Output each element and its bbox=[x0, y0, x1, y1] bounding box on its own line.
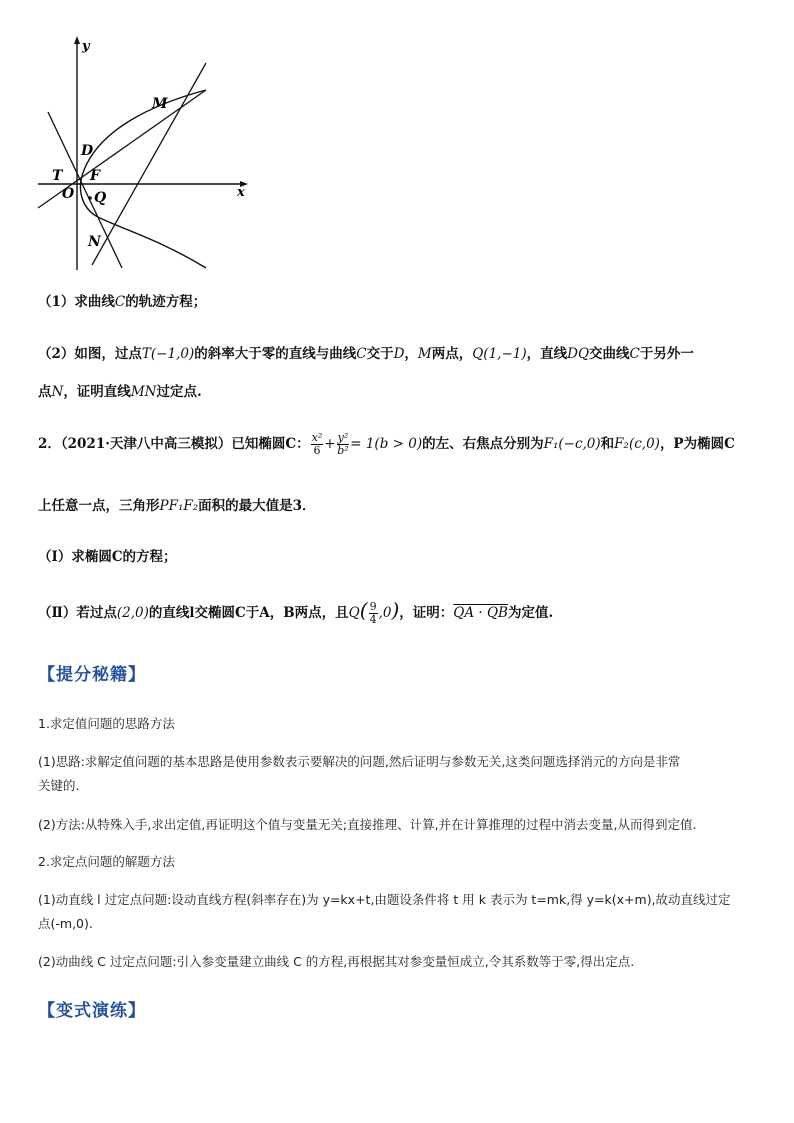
tip-2a: (1)思路:求解定值问题的基本思路是使用参数表示要解决的问题,然后证明与参数无关,这类问题选择消元的方向是非常 bbox=[38, 754, 681, 769]
line-MN bbox=[92, 63, 206, 265]
tip-5b: 点(-m,0). bbox=[38, 916, 93, 931]
math-expr: (2,0) bbox=[116, 605, 149, 621]
text: （1）求曲线 bbox=[38, 294, 115, 310]
math-var: T(−1,0) bbox=[141, 346, 195, 362]
numerator: y² bbox=[337, 431, 349, 444]
math-expr: F₂(c,0) bbox=[614, 436, 660, 452]
math-var: N bbox=[51, 384, 64, 400]
tip-5a: (1)动直线 l 过定点问题:设动直线方程(斜率存在)为 y=kx+t,由题设条件将 t 用 k 表示为 t=mk,得 y=k(x+m),故动直线过定 bbox=[38, 892, 731, 907]
text: 交于 bbox=[366, 346, 394, 362]
tip-6: (2)动曲线 C 过定点问题:引入参变量建立曲线 C 的方程,再根据其对参变量恒成立,令其系数等于零,得出定点. bbox=[38, 954, 635, 969]
numerator: x² bbox=[311, 431, 323, 444]
fraction-y2-b2 bbox=[337, 432, 350, 457]
problem2-partI bbox=[38, 545, 177, 565]
label-M: M bbox=[152, 96, 168, 112]
label-F: F bbox=[90, 168, 100, 184]
text: 面积的最大值是3． bbox=[198, 498, 316, 514]
text: 的轨迹方程； bbox=[125, 294, 207, 310]
label-T: T bbox=[52, 168, 63, 184]
math-var: C bbox=[114, 294, 126, 310]
label-x: x bbox=[237, 185, 245, 200]
text: 为定值. bbox=[507, 605, 554, 621]
problem2-partII: （Ⅱ）若过点(2,0)的直线l交椭圆C于A，B两点，且Q( $\frac{9}{4}$ ,0)，证明：QA · QB为定值. bbox=[38, 598, 554, 626]
text: 上任意一点，三角形 bbox=[38, 498, 160, 514]
label-y: y bbox=[82, 39, 90, 54]
text: ，直线 bbox=[526, 346, 568, 362]
math-op: + bbox=[324, 436, 336, 452]
tip-4: 2.求定点问题的解题方法 bbox=[38, 854, 175, 869]
vector-expr: QA · QB bbox=[453, 605, 508, 621]
numerator: 9 bbox=[369, 600, 377, 613]
section-heading-tips: 【提分秘籍】 bbox=[38, 665, 146, 685]
parabola-figure bbox=[30, 30, 260, 275]
text: ，证明： bbox=[399, 605, 454, 621]
math-expr: ,0 bbox=[378, 605, 392, 621]
text: ，证明直线 bbox=[63, 384, 131, 400]
text: ，P为椭圆C bbox=[659, 436, 735, 452]
text: 的斜率大于零的直线与曲线 bbox=[194, 346, 357, 362]
text: 于另外一 bbox=[639, 346, 694, 362]
text: ， bbox=[404, 346, 418, 362]
text: 交曲线 bbox=[589, 346, 630, 362]
line-DQ bbox=[48, 112, 122, 268]
math-var: C bbox=[629, 346, 640, 362]
text: 点 bbox=[38, 384, 52, 400]
math-var: Q bbox=[348, 605, 360, 621]
problem1-part2-line1 bbox=[38, 342, 694, 362]
text: 的左、右焦点分别为 bbox=[422, 436, 544, 452]
problem1-part2-line2 bbox=[38, 380, 202, 400]
label-N: N bbox=[88, 234, 101, 250]
fraction-9-4 bbox=[369, 601, 378, 626]
text: 过定点. bbox=[156, 384, 202, 400]
math-expr: = 1(b > 0) bbox=[350, 436, 423, 452]
math-var: M bbox=[417, 346, 432, 362]
math-var: MN bbox=[130, 384, 157, 400]
fraction-x2-6 bbox=[311, 432, 324, 457]
text: C： bbox=[285, 436, 310, 452]
text: 和 bbox=[600, 436, 615, 452]
point-Q bbox=[88, 196, 92, 200]
problem2-line2 bbox=[38, 494, 316, 514]
tip-2b: 关键的. bbox=[38, 778, 80, 793]
text: （Ⅱ）若过点 bbox=[38, 605, 117, 621]
text: 的直线l交椭圆C于A，B两点，且 bbox=[148, 605, 349, 621]
text: （Ⅰ）求椭圆C的方程； bbox=[38, 549, 177, 565]
math-expr: PF₁F₂ bbox=[159, 498, 199, 514]
denominator: 6 bbox=[313, 444, 321, 457]
denominator: b² bbox=[337, 444, 349, 457]
tip-1: 1.求定值问题的思路方法 bbox=[38, 716, 175, 731]
math-var: D bbox=[393, 346, 405, 362]
text: （2）如图，过点 bbox=[38, 346, 142, 362]
tip-3: (2)方法:从特殊入手,求出定值,再证明这个值与变量无关;直接推理、计算,并在计算推理的过程中消去变量,从而得到定值. bbox=[38, 817, 697, 832]
math-expr: F₁(−c,0) bbox=[543, 436, 601, 452]
denominator: 4 bbox=[369, 613, 377, 626]
section-heading-practice: 【变式演练】 bbox=[38, 1001, 146, 1021]
problem2-line1 bbox=[38, 432, 735, 457]
problem1-part1 bbox=[38, 290, 206, 310]
y-axis-arrow bbox=[74, 36, 80, 44]
math-var: Q(1,−1) bbox=[472, 346, 527, 362]
text: 2．（2021·天津八中高三模拟）已知椭圆 bbox=[38, 436, 286, 452]
text: 两点， bbox=[431, 346, 473, 362]
label-D: D bbox=[81, 143, 94, 159]
label-O: O bbox=[62, 186, 75, 202]
label-Q: Q bbox=[94, 190, 107, 206]
math-var: C bbox=[356, 346, 367, 362]
math-var: DQ bbox=[567, 346, 590, 362]
